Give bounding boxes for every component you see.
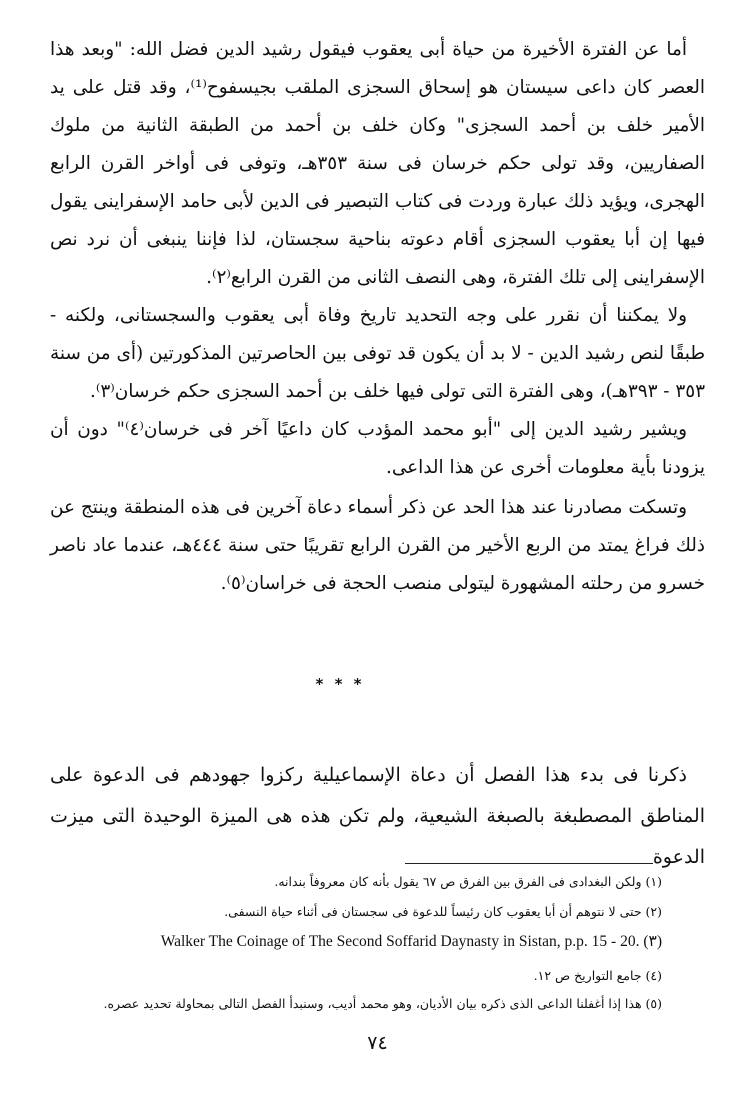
footnote-4: (٤) جامع التواريخ ص ١٢.: [533, 968, 662, 983]
main-text-bottom: [50, 747, 705, 878]
paragraph-3: ويشير رشيد الدين إلى "أبو محمد المؤدب كان داعيًا آخر فى خرسان⁽٤⁾" دون أن يزودنا بأية معلومات أخرى عن هذا الداعى.: [50, 419, 705, 478]
footnote-3: Walker The Coinage of The Second Soffarid Daynasty in Sistan, p.p. 15 - 20. (٣): [160, 933, 662, 950]
footnote-2: (٢) حتى لا نتوهم أن أبا يعقوب كان رئيساً للدعوة فى سجستان فى أثناء حياة النسفى.: [224, 904, 662, 919]
paragraph-4: وتسكت مصادرنا عند هذا الحد عن ذكر أسماء دعاة آخرين فى هذه المنطقة وينتج عن ذلك فراغ يمتد من الربع الأخير من القرن الرابع تقريبًا حتى سنة ٤٤٤هـ، عندما عاد ناصر خسرو من رحلته المشهورة ليتولى منصب الحجة فى خراسان⁽٥⁾.: [50, 497, 705, 594]
paragraph-5: ذكرنا فى بدء هذا الفصل أن دعاة الإسماعيلية ركزوا جهودهم فى الدعوة على المناطق المصطبغة بالصبغة الشيعية، ولم تكن هذه هى الميزة الوحيدة التى ميزت الدعوة: [50, 764, 705, 868]
main-text-top: [50, 31, 705, 603]
footnote-divider: [405, 863, 653, 864]
paragraph-2: ولا يمكننا أن نقرر على وجه التحديد تاريخ وفاة أبى يعقوب والسجستانى، ولكنه - طبقًا لنص رشيد الدين - لا بد أن يكون قد توفى بين الحاصرتين المذكورتين (أى من سنة ٣٥٣ - ٣٩٣هـ)، وهى الفترة التى تولى فيها خلف بن أحمد السجزى حكم خرسان⁽٣⁾.: [50, 305, 705, 402]
footnote-5: (٥) هذا إذا أغفلنا الداعى الذى ذكره بيان الأديان، وهو محمد أديب، وسنبدأ الفصل التالى بمحاولة تحديد عصره.: [103, 996, 662, 1011]
section-separator: * * *: [315, 675, 365, 693]
paragraph-1: أما عن الفترة الأخيرة من حياة أبى يعقوب فيقول رشيد الدين فضل الله: "وبعد هذا العصر كان داعى سيستان هو إسحاق السجزى الملقب بجيسفوح⁽¹⁾، وقد قتل على يد الأمير خلف بن أحمد السجزى" وكان خلف بن أحمد من الطبقة الثانية من ملوك الصفاريين، وقد تولى حكم خرسان فى سنة ٣٥٣هـ، وتوفى فى أواخر القرن الرابع الهجرى، ويؤيد ذلك عبارة وردت فى كتاب التبصير فى الدين لأبى حامد الإسفراينى يقول فيها إن أبا يعقوب السجزى أقام دعوته بناحية سجستان، لذا فإننا ينبغى أن نرد نص الإسفراينى إلى تلك الفترة، وهى النصف الثانى من القرن الرابع⁽٢⁾.: [50, 39, 705, 288]
page-number: ٧٤: [367, 1032, 388, 1054]
footnote-1: (١) ولكن البغدادى فى الفرق بين الفرق ص ٦٧ يقول بأنه كان معروفاً بندانه.: [274, 874, 662, 889]
